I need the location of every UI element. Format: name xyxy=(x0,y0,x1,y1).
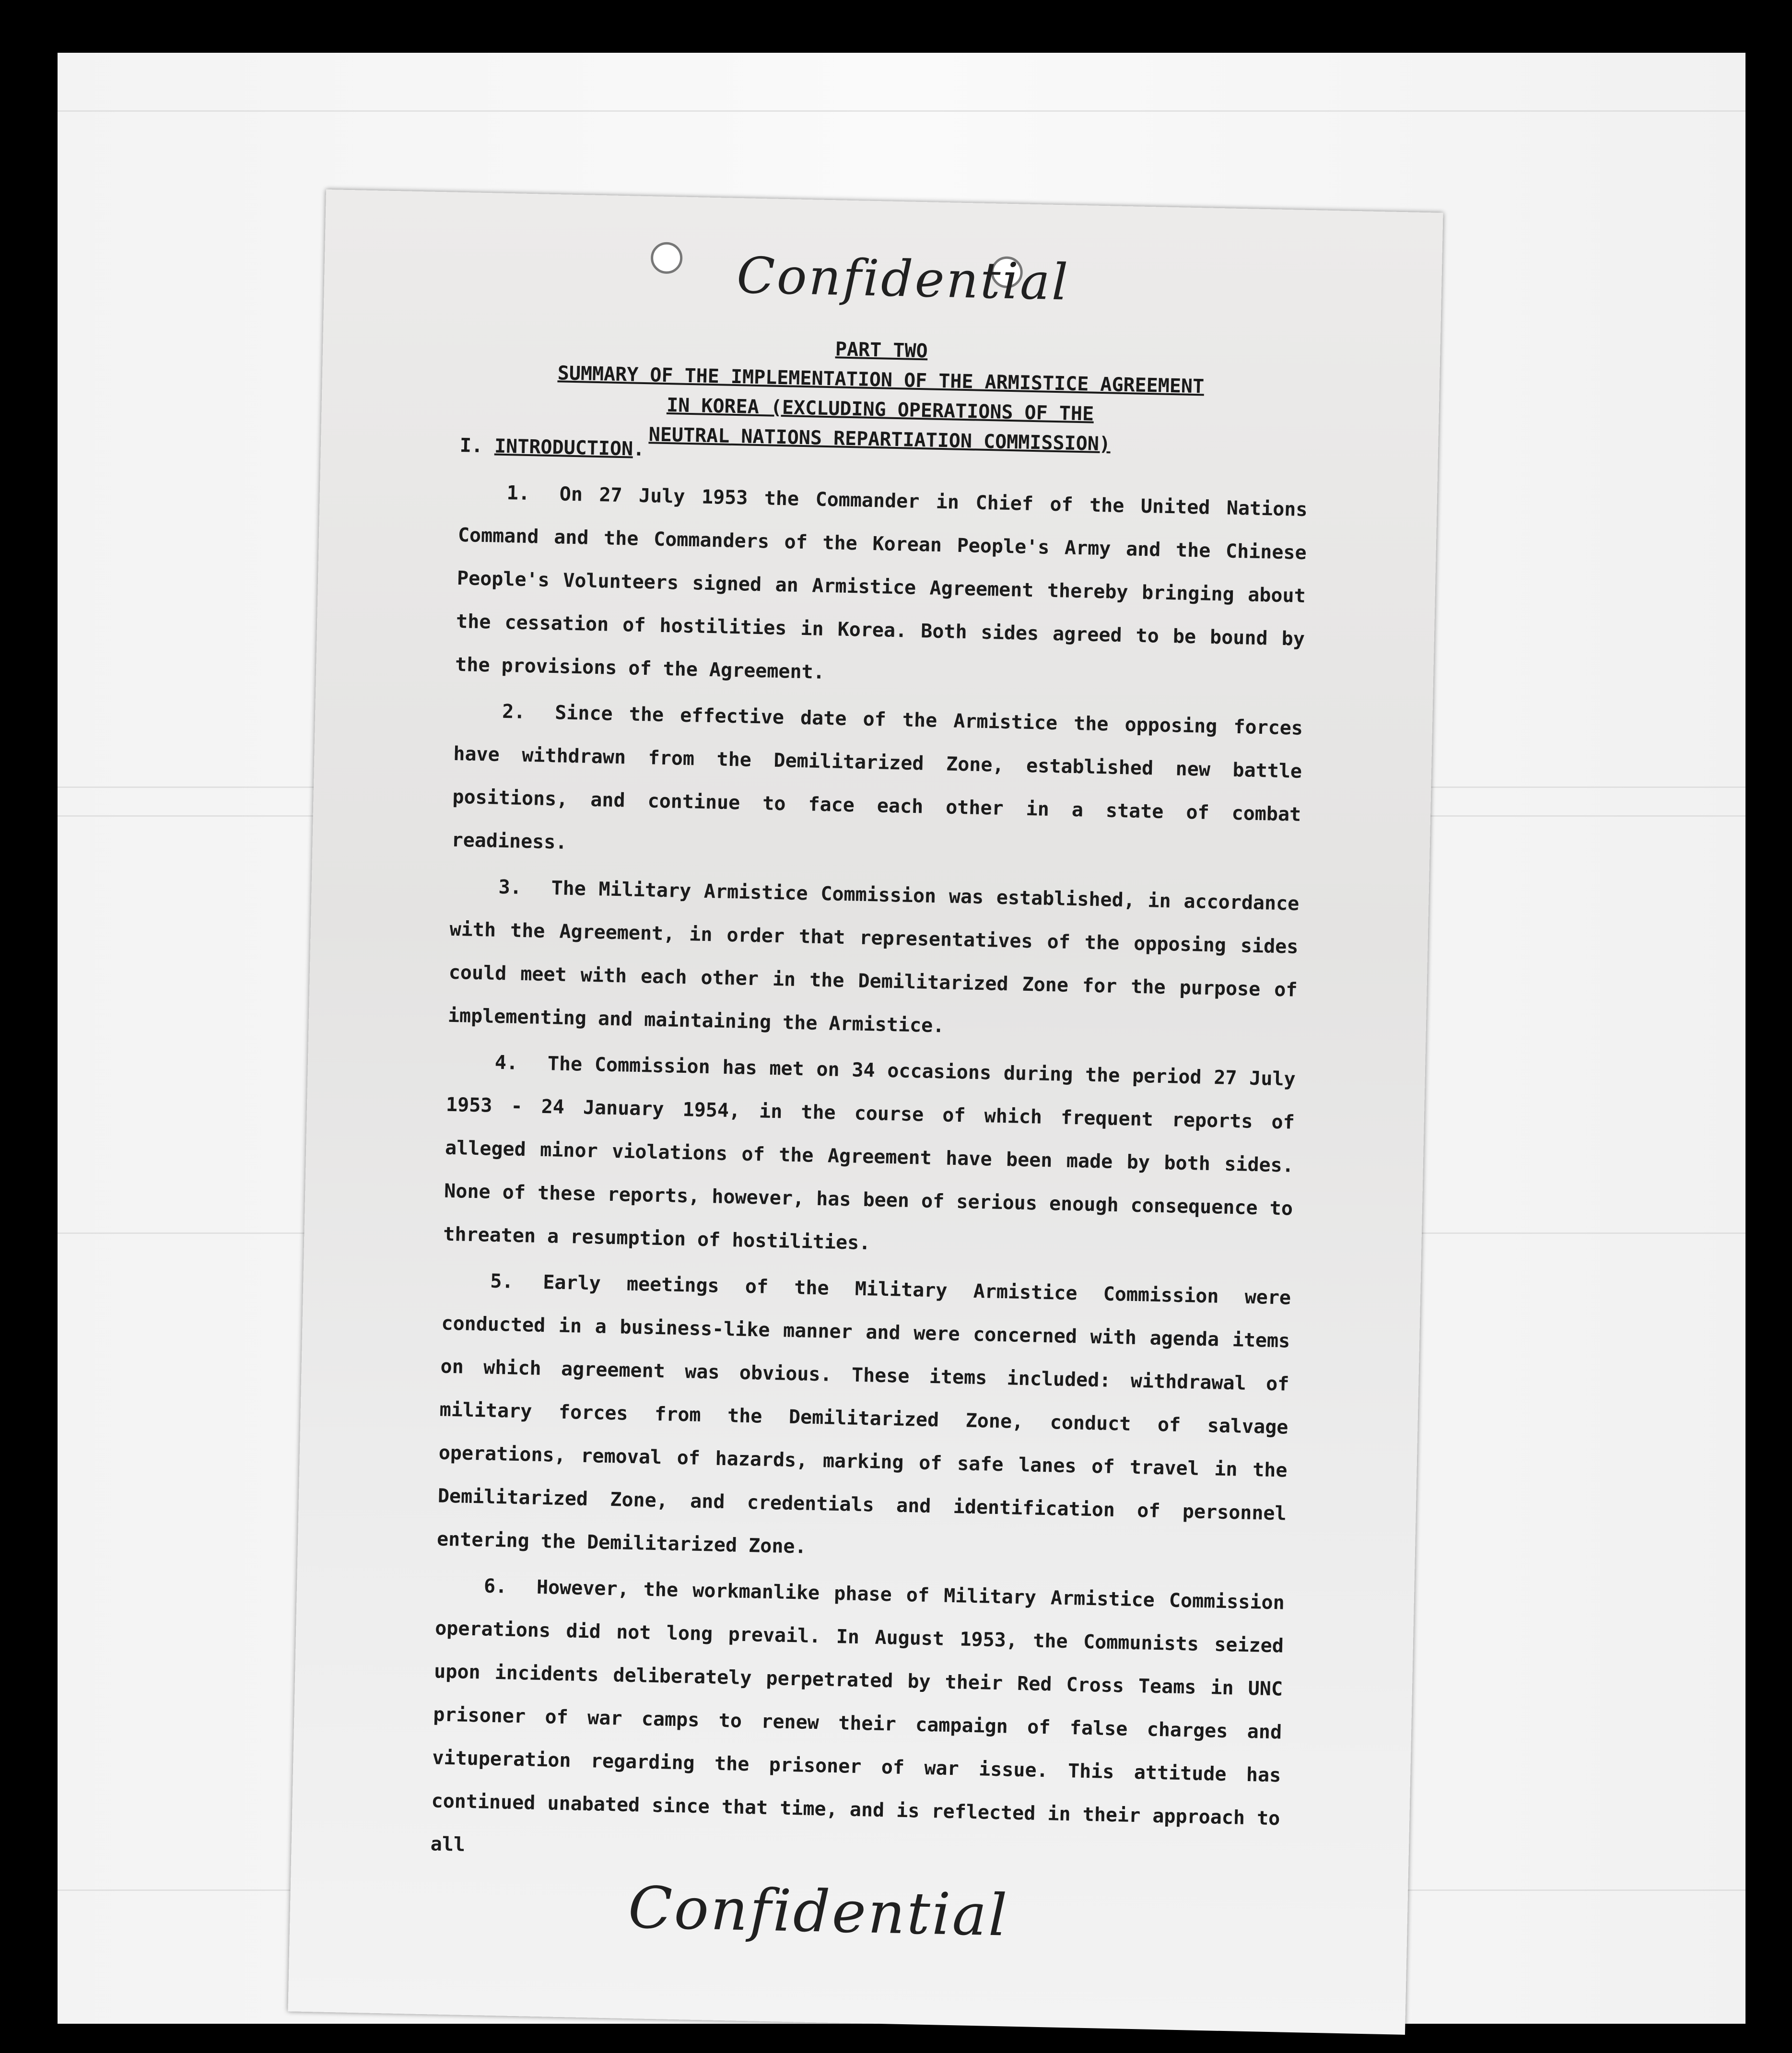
paragraph-number: 5. xyxy=(490,1270,514,1293)
section-suffix: . xyxy=(632,438,645,461)
part-title: PART TWO xyxy=(835,338,928,363)
paragraph xyxy=(443,1040,1296,1274)
paragraph xyxy=(455,470,1308,704)
paragraph-text: The Military Armistice Commission was established, in accordance with the Agreement, in order that representatives of the opposing sides could meet with each other in the Demilitarized Zone for the purpose of implementing and maintaining the Armistice. xyxy=(447,877,1300,1037)
heading-line: SUMMARY OF THE IMPLEMENTATION OF THE ARMISTICE AGREEMENT xyxy=(557,362,1205,398)
paragraph-number: 3. xyxy=(498,876,522,899)
handwritten-confidential-top: Confidential xyxy=(736,246,1070,312)
section-title: INTRODUCTION xyxy=(494,435,633,460)
paragraph-number: 2. xyxy=(502,700,526,723)
paragraph-text: On 27 July 1953 the Commander in Chief of the United Nations Command and the Commanders of the Korean People's Army and the Chinese People's Volunteers signed an Armistice Agreement thereby bringing about the cessation of hostilities in Korea. Both sides agreed to be bound by the provisions of the Agreement. xyxy=(455,483,1308,683)
paragraph-number: 6. xyxy=(483,1575,507,1598)
handwritten-confidential-bottom: Confidential xyxy=(627,1874,1010,1949)
paragraph-number: 1. xyxy=(506,482,530,505)
paragraph-text: However, the workmanlike phase of Military Armistice Commission operations did not long prevail. In August 1953, the Communists seized upon incidents deliberately perpetrated by their Red Cross Teams in UNC prisoner of war camps to renew their campaign of false charges and vituperation regarding the prisoner of war issue. This attitude has continued unabated since that time, and is reflected in their approach to all xyxy=(430,1576,1285,1856)
paragraph xyxy=(430,1563,1285,1883)
background-rule xyxy=(58,110,1745,112)
heading-line: IN KOREA (EXCLUDING OPERATIONS OF THE xyxy=(666,394,1094,425)
paragraph-text: The Commission has met on 34 occasions during the period 27 July 1953 - 24 January 1954, in the course of which frequent reports of alleged minor violations of the Agreement have been made by both sides. None of these reports, however, has been of serious enough consequence to threaten a resumption of hostilities. xyxy=(443,1053,1296,1255)
paragraph-text: Since the effective date of the Armistice the opposing forces have withdrawn from the Demilitarized Zone, established new battle positions, and continue to face each other in a state of combat readiness. xyxy=(451,702,1303,854)
body-text xyxy=(430,470,1308,1886)
paragraph xyxy=(436,1259,1291,1579)
paragraph xyxy=(447,865,1300,1055)
section-number: I. xyxy=(459,434,483,457)
paragraph-text: Early meetings of the Military Armistice Commission were conducted in a business-like manner and were concerned with agenda items on which agreement was obvious. These items included: withdrawal of military forces from the Demilitarized Zone, conduct of salvage operations, removal of hazards, marking of safe lanes of travel in the Demilitarized Zone, and credentials and identification of personnel entering the Demilitarized Zone. xyxy=(436,1271,1291,1558)
paragraph xyxy=(451,689,1303,880)
section-heading xyxy=(459,434,644,460)
document-page xyxy=(288,189,1443,2035)
punch-hole xyxy=(650,242,682,274)
heading-line: NEUTRAL NATIONS REPARTIATION COMMISSION) xyxy=(648,423,1111,456)
paragraph-number: 4. xyxy=(494,1051,518,1074)
